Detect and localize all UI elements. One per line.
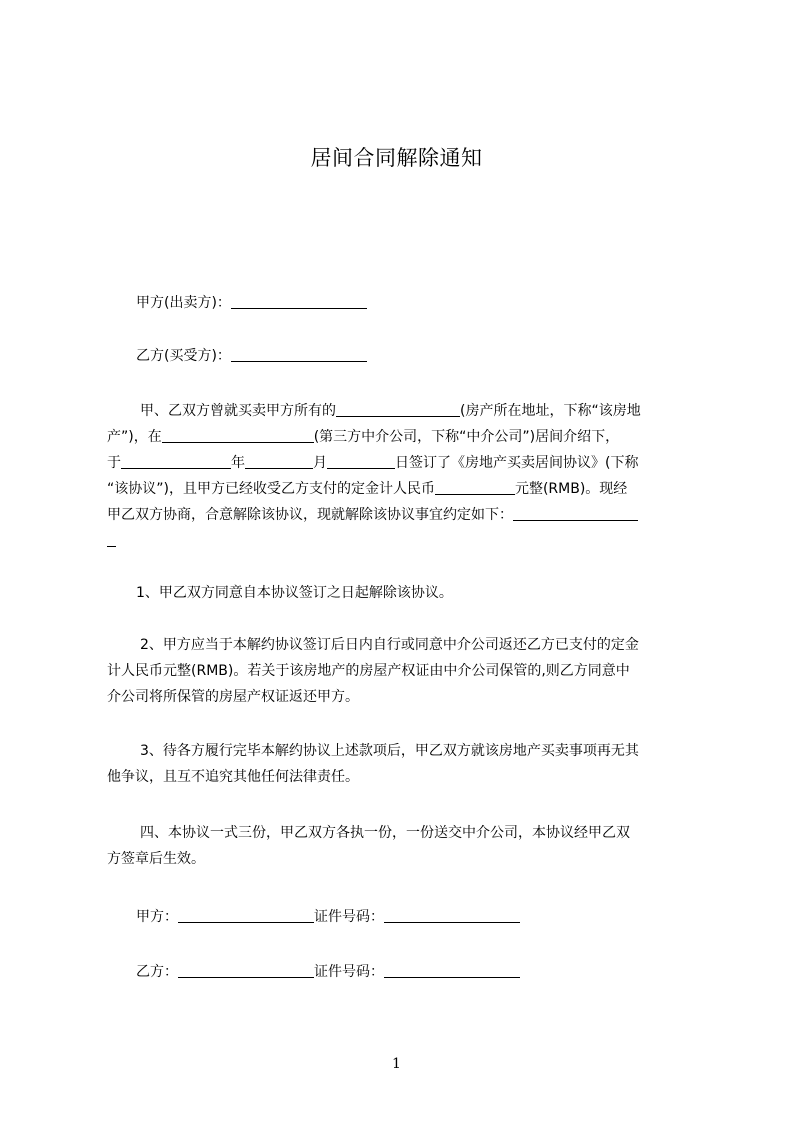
intro-text: 产”)，在 [107, 429, 162, 445]
intro-text: 年 [231, 455, 245, 471]
intro-text: 元整(RMB)。现经 [514, 481, 628, 497]
id-number-b-blank [384, 963, 520, 978]
signature-b-label: 乙方： [136, 964, 178, 980]
party-a-blank [231, 294, 367, 309]
clause-4-line-2: 方签章后生效。 [107, 851, 205, 867]
id-number-a-blank [384, 908, 520, 923]
intro-text: (第三方中介公司，下称“中介公司”)居间介绍下， [313, 429, 620, 445]
party-a-label: 甲方(出卖方)： [136, 295, 231, 311]
signature-a-label: 甲方： [136, 909, 178, 925]
terms-blank-continued [107, 532, 116, 547]
intro-text: 月 [313, 455, 327, 471]
party-b-label: 乙方(买受方)： [136, 348, 231, 364]
clause-3-line-2: 他争议，且互不追究其他任何法律责任。 [107, 769, 359, 785]
signature-a-blank [178, 908, 314, 923]
party-b-blank [231, 347, 367, 362]
deposit-amount-blank [435, 480, 515, 495]
clause-3-line-1: 3、待各方履行完毕本解约协议上述款项后，甲乙双方就该房地产买卖事项再无其 [140, 743, 639, 759]
month-blank [245, 454, 313, 469]
intro-text: 于 [107, 455, 121, 471]
intro-text: 甲、乙双方曾就买卖甲方所有的 [140, 403, 336, 419]
intro-line-3 [107, 452, 638, 473]
signature-a-line [136, 906, 520, 927]
party-b-line [136, 345, 367, 366]
page-number: 1 [392, 1056, 401, 1072]
id-number-a-label: 证件号码： [314, 909, 384, 925]
intro-text: 日签订了《房地产买卖居间协议》(下称 [395, 455, 639, 471]
agency-name-blank [162, 428, 314, 443]
intro-text: 甲乙双方协商，合意解除该协议，现就解除该协议事宜约定如下： [107, 507, 513, 523]
day-blank [327, 454, 395, 469]
year-blank [121, 454, 231, 469]
terms-blank [513, 506, 638, 521]
clause-2-line-3: 介公司将所保管的房屋产权证返还甲方。 [107, 689, 359, 705]
intro-line-5 [107, 504, 638, 525]
signature-b-blank [178, 963, 314, 978]
signature-b-line [136, 961, 520, 982]
clause-4-line-1: 四、本协议一式三份，甲乙双方各执一份，一份送交中介公司，本协议经甲乙双 [140, 825, 630, 841]
clause-2-line-1: 2、甲方应当于本解约协议签订后日内自行或同意中介公司返还乙方已支付的定金 [140, 637, 639, 653]
intro-line-6 [107, 530, 116, 551]
intro-line-1 [140, 400, 641, 421]
intro-line-2 [107, 426, 619, 447]
intro-text: “该协议”)，且甲方已经收受乙方支付的定金计人民币 [107, 481, 435, 497]
property-address-blank [336, 402, 460, 417]
id-number-b-label: 证件号码： [314, 964, 384, 980]
intro-line-4 [107, 478, 627, 499]
clause-2-line-2: 计人民币元整(RMB)。若关于该房地产的房屋产权证由中介公司保管的,则乙方同意中 [107, 663, 630, 679]
clause-1: 1、甲乙双方同意自本协议签订之日起解除该协议。 [136, 585, 453, 601]
document-title: 居间合同解除通知 [310, 146, 483, 170]
intro-text: (房产所在地址，下称“该房地 [460, 403, 641, 419]
party-a-line [136, 292, 367, 313]
